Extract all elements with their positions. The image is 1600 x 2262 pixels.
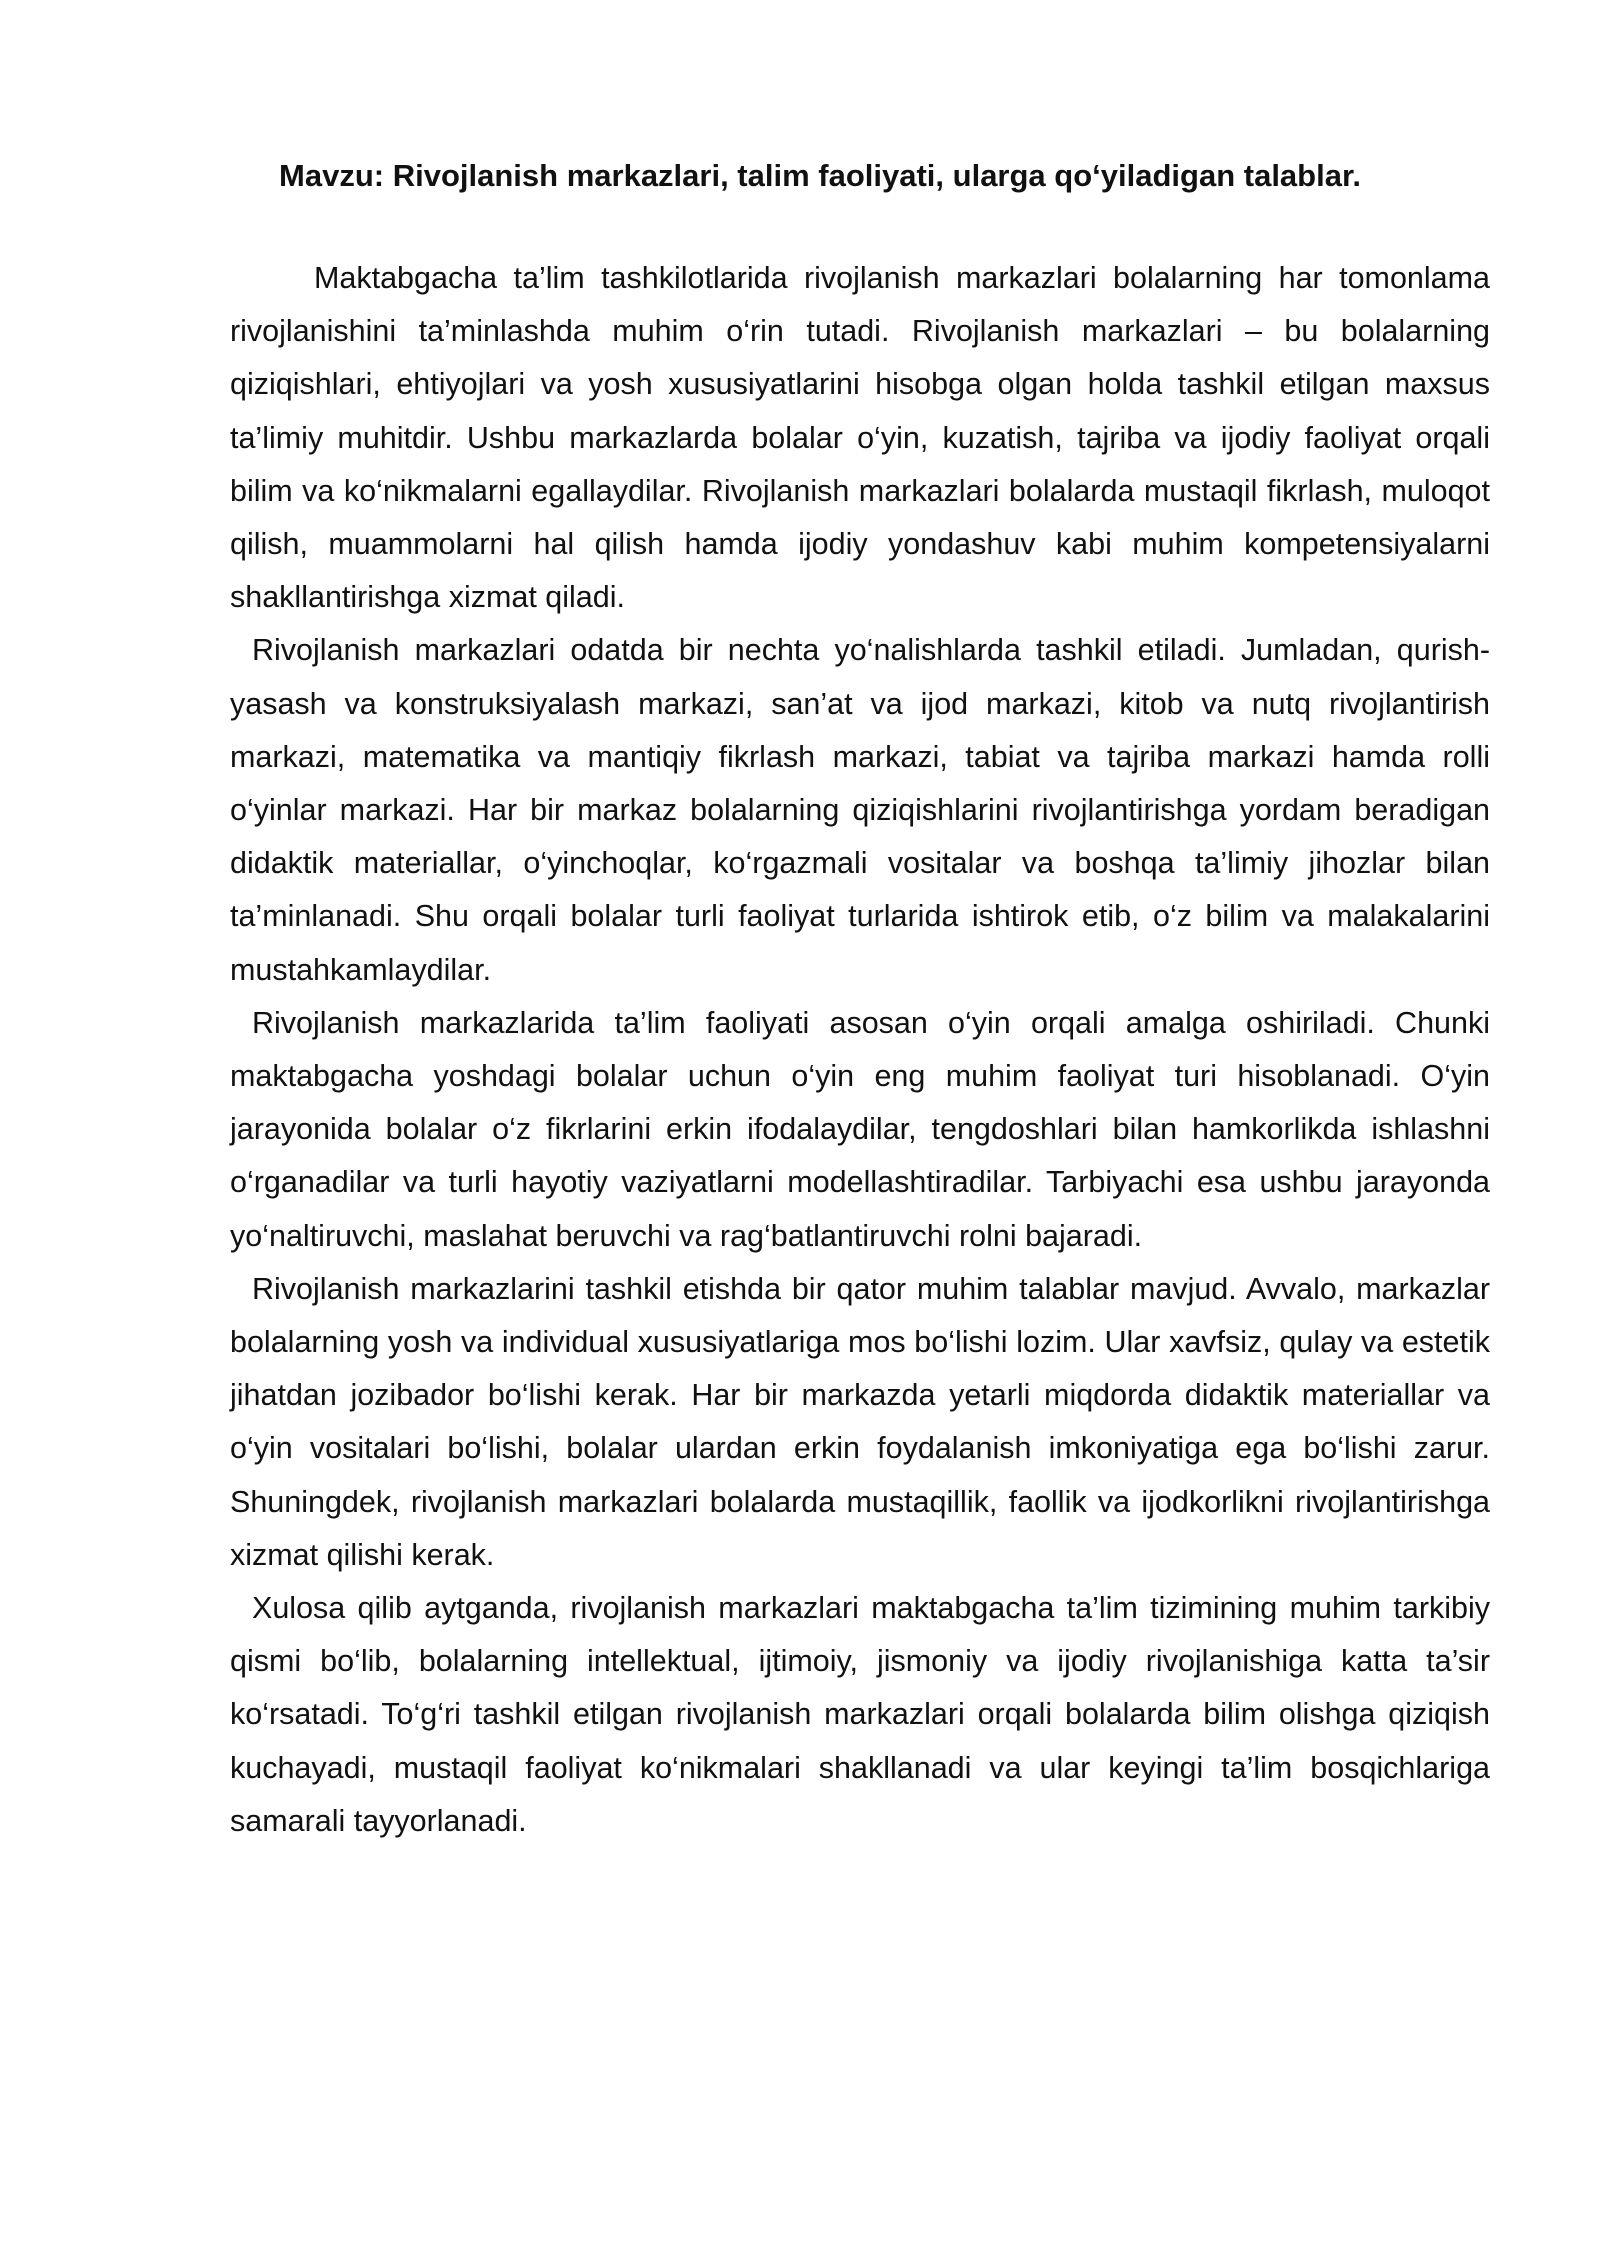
document-body bbox=[230, 252, 1490, 1848]
paragraph-requirements: Rivojlanish markazlarini tashkil etishda bir qator muhim talablar mavjud. Avvalo, markazlar bolalarning yosh va individual xususiyatlariga mos bo‘lishi lozim. Ular xavfsiz, qulay va estetik jihatdan jozibador bo‘lishi kerak. Har bir markazda yetarli miqdorda didaktik materiallar va o‘yin vositalari bo‘lishi, bolalar ulardan erkin foydalanish imkoniyatiga ega bo‘lishi zarur. Shuningdek, rivojlanish markazlari bolalarda mustaqillik, faollik va ijodkorlikni rivojlantirishga xizmat qilishi kerak. bbox=[230, 1271, 1490, 1572]
document-title: Mavzu: Rivojlanish markazlari, talim faoliyati, ularga qo‘yiladigan talablar. bbox=[279, 158, 1361, 193]
paragraph-center-types: Rivojlanish markazlari odatda bir nechta yo‘nalishlarda tashkil etiladi. Jumladan, qurish-yasash va konstruksiyalash markazi, san’at va ijod markazi, kitob va nutq rivojlantirish markazi, matematika va mantiqiy fikrlash markazi, tabiat va tajriba markazi hamda rolli o‘yinlar markazi. Har bir markaz bolalarning qiziqishlarini rivojlantirishga yordam beradigan didaktik materiallar, o‘yinchoqlar, ko‘rgazmali vositalar va boshqa ta’limiy jihozlar bilan ta’minlanadi. Shu orqali bolalar turli faoliyat turlarida ishtirok etib, o‘z bilim va malakalarini mustahkamlaydilar. bbox=[230, 633, 1490, 987]
paragraph-conclusion: Xulosa qilib aytganda, rivojlanish markazlari maktabgacha ta’lim tizimining muhim tarkibiy qismi bo‘lib, bolalarning intellektual, ijtimoiy, jismoniy va ijodiy rivojlanishiga katta ta’sir ko‘rsatadi. To‘g‘ri tashkil etilgan rivojlanish markazlari orqali bolalarda bilim olishga qiziqish kuchayadi, mustaqil faoliyat ko‘nikmalari shakllanadi va ular keyingi ta’lim bosqichlariga samarali tayyorlanadi. bbox=[230, 1591, 1490, 1838]
paragraph-intro: Maktabgacha ta’lim tashkilotlarida rivojlanish markazlari bolalarning har tomonlama rivojlanishini ta’minlashda muhim o‘rin tutadi. Rivojlanish markazlari – bu bolalarning qiziqishlari, ehtiyojlari va yosh xususiyatlarini hisobga olgan holda tashkil etilgan maxsus ta’limiy muhitdir. Ushbu markazlarda bolalar o‘yin, kuzatish, tajriba va ijodiy faoliyat orqali bilim va ko‘nikmalarni egallaydilar. Rivojlanish markazlari bolalarda mustaqil fikrlash, muloqot qilish, muammolarni hal qilish hamda ijodiy yondashuv kabi muhim kompetensiyalarni shakllantirishga xizmat qiladi. bbox=[230, 261, 1490, 615]
paragraph-play-activity: Rivojlanish markazlarida ta’lim faoliyati asosan o‘yin orqali amalga oshiriladi. Chunki maktabgacha yoshdagi bolalar uchun o‘yin eng muhim faoliyat turi hisoblanadi. O‘yin jarayonida bolalar o‘z fikrlarini erkin ifodalaydilar, tengdoshlari bilan hamkorlikda ishlashni o‘rganadilar va turli hayotiy vaziyatlarni modellashtiradilar. Tarbiyachi esa ushbu jarayonda yo‘naltiruvchi, maslahat beruvchi va rag‘batlantiruvchi rolni bajaradi. bbox=[230, 1005, 1490, 1253]
